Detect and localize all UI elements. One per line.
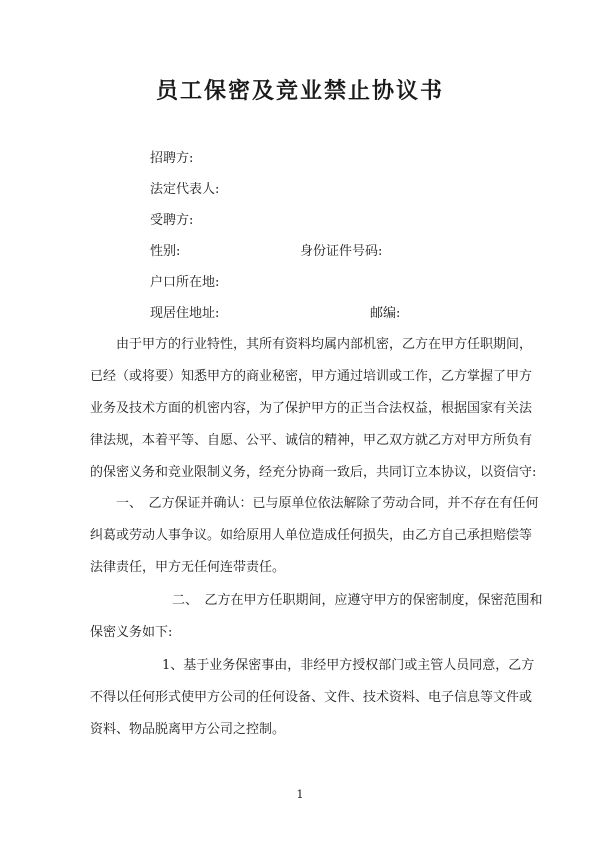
id-number-label: 身份证件号码: (300, 244, 383, 259)
document-title: 员工保密及竞业禁止协议书 (155, 78, 444, 104)
preamble-line: 由于甲方的行业特性，其所有资料均属内部机密，乙方在甲方任职期间， (116, 337, 533, 352)
preamble-line: 已经（或将要）知悉甲方的商业秘密，甲方通过培训或工作，乙方掌握了甲方 (90, 369, 533, 384)
section1-line: 一、 乙方保证并确认：已与原单位依法解除了劳动合同，并不存在有任何 (116, 496, 539, 511)
preamble-line: 律法规，本着平等、自愿、公平、诚信的精神，甲乙双方就乙方对甲方所负有 (90, 433, 533, 448)
employer-label: 招聘方: (150, 151, 194, 166)
household-location-label: 户口所在地: (150, 275, 220, 290)
item1-line: 不得以任何形式使甲方公司的任何设备、文件、技术资料、电子信息等文件或 (90, 690, 533, 705)
current-address-label: 现居住地址: (150, 306, 220, 321)
section2-line: 二、 乙方在甲方任职期间，应遵守甲方的保密制度，保密范围和 (172, 593, 543, 608)
section2-line: 保密义务如下: (90, 625, 173, 640)
preamble-line: 的保密义务和竞业限制义务，经充分协商一致后，共同订立本协议，以资信守: (90, 465, 537, 480)
legal-rep-label: 法定代表人: (150, 182, 220, 197)
page-number: 1 (296, 788, 304, 801)
item1-line: 1、基于业务保密事由，非经甲方授权部门或主管人员同意，乙方 (162, 658, 535, 673)
section1-line: 纠葛或劳动人事争议。如给原用人单位造成任何损失，由乙方自己承担赔偿等 (90, 528, 533, 543)
section1-line: 法律责任，甲方无任何连带责任。 (90, 560, 286, 575)
gender-label: 性别: (150, 244, 181, 259)
item1-line: 资料、物品脱离甲方公司之控制。 (90, 722, 286, 737)
preamble-line: 业务及技术方面的机密内容，为了保护甲方的正当合法权益，根据国家有关法 (90, 401, 533, 416)
employee-label: 受聘方: (150, 213, 194, 228)
postcode-label: 邮编: (370, 306, 401, 321)
